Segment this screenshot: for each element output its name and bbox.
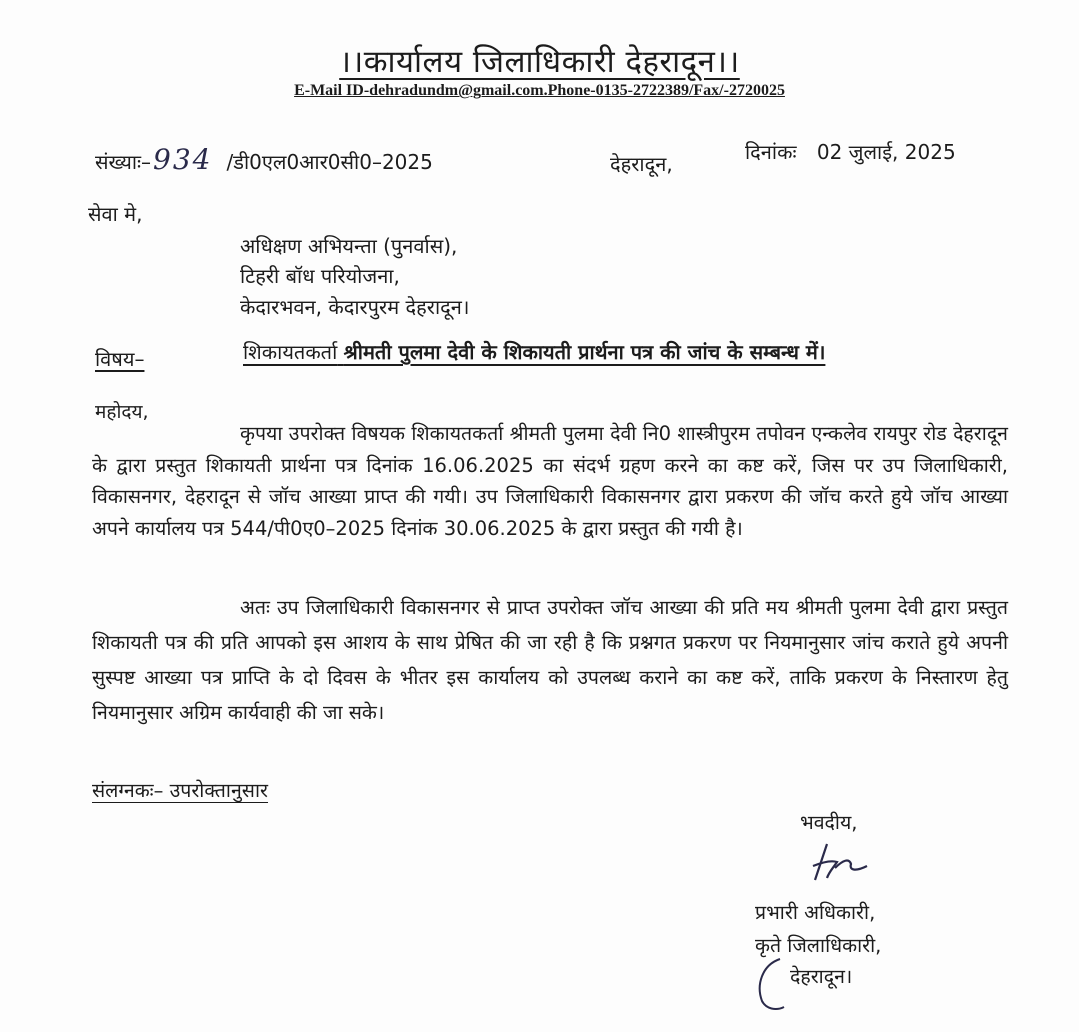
closing-city: देहरादून। <box>790 965 853 988</box>
paragraph-2: अतः उप जिलाधिकारी विकासनगर से प्राप्त उपरोक्त जॉच आख्या की प्रति मय श्रीमती पुलमा देवी द्वारा प्रस्तुत शिकायती पत्र की प्रति आपको इस आशय के साथ प्रेषित की जा रही है कि प्रश्नगत प्रकरण पर नियमानुसार जांच कराते हुये अपनी सुस्पष्ट आख्या पत्र प्राप्ति के दो दिवस के भीतर इस कार्यालय को उपलब्ध कराने का कष्ट करें, ताकि प्रकरण के निस्तारण हेतु नियमानुसार अग्रिम कार्यवाही की जा सके। <box>92 596 1008 724</box>
subject-rest: श्रीमती पुलमा देवी के शिकायती प्रार्थना पत्र की जांच के सम्बन्ध में। <box>343 340 826 364</box>
addressee-line2: टिहरी बॉध परियोजना, <box>240 264 400 288</box>
addressee-line1: अधिक्षण अभियन्ता (पुनर्वास), <box>240 234 458 258</box>
date-line <box>745 138 956 165</box>
date-label: दिनांकः <box>745 140 797 164</box>
signature-mark <box>805 838 875 892</box>
closing-on-behalf: कृते जिलाधिकारी, <box>755 934 882 957</box>
reference-label: संख्याः– <box>95 150 152 174</box>
date-value: 02 जुलाई, 2025 <box>816 140 956 164</box>
closing-designation: प्रभारी अधिकारी, <box>755 901 876 924</box>
reference-code: /डी0एल0आर0सी0–2025 <box>226 150 433 174</box>
reference-number-handwritten: 934 <box>153 143 213 176</box>
closing-bhavdiya: भवदीय, <box>800 811 858 834</box>
office-contact: E-Mail ID-dehradundm@gmail.com.Phone-0135-2722389/Fax/-2720025 <box>294 82 785 99</box>
salutation: महोदय, <box>95 401 149 423</box>
paragraph-1: कृपया उपरोक्त विषयक शिकायतकर्ता श्रीमती पुलमा देवी नि0 शास्त्रीपुरम तपोवन एन्कलेव रायपुर रोड देहरादून के द्वारा प्रस्तुत शिकायती प्रार्थना पत्र दिनांक 16.06.2025 का संदर्भ ग्रहण करने का कष्ट करें, जिस पर उप जिलाधिकारी, विकासनगर, देहरादून से जॉच आख्या प्राप्त की गयी। उप जिलाधिकारी विकासनगर द्वारा प्रकरण की जॉच करते हुये जॉच आख्या अपने कार्यालय पत्र 544/पी0ए0–2025 दिनांक 30.06.2025 के द्वारा प्रस्तुत की गयी है। <box>92 422 1008 540</box>
reference-line <box>95 143 433 176</box>
place: देहरादून, <box>610 152 673 176</box>
subject-prefix: शिकायतकर्ता <box>243 340 338 364</box>
subject-label: विषय– <box>95 347 145 371</box>
office-title: ।।कार्यालय जिलाधिकारी देहरादून।। <box>339 44 740 80</box>
subject-text <box>243 338 825 365</box>
addressee-to: सेवा मे, <box>88 202 143 226</box>
enclosure: संलग्नकः– उपरोक्तानुसार <box>92 779 269 802</box>
pen-stroke-mark <box>752 955 792 1019</box>
addressee-line3: केदारभवन, केदारपुरम देहरादून। <box>240 295 470 319</box>
